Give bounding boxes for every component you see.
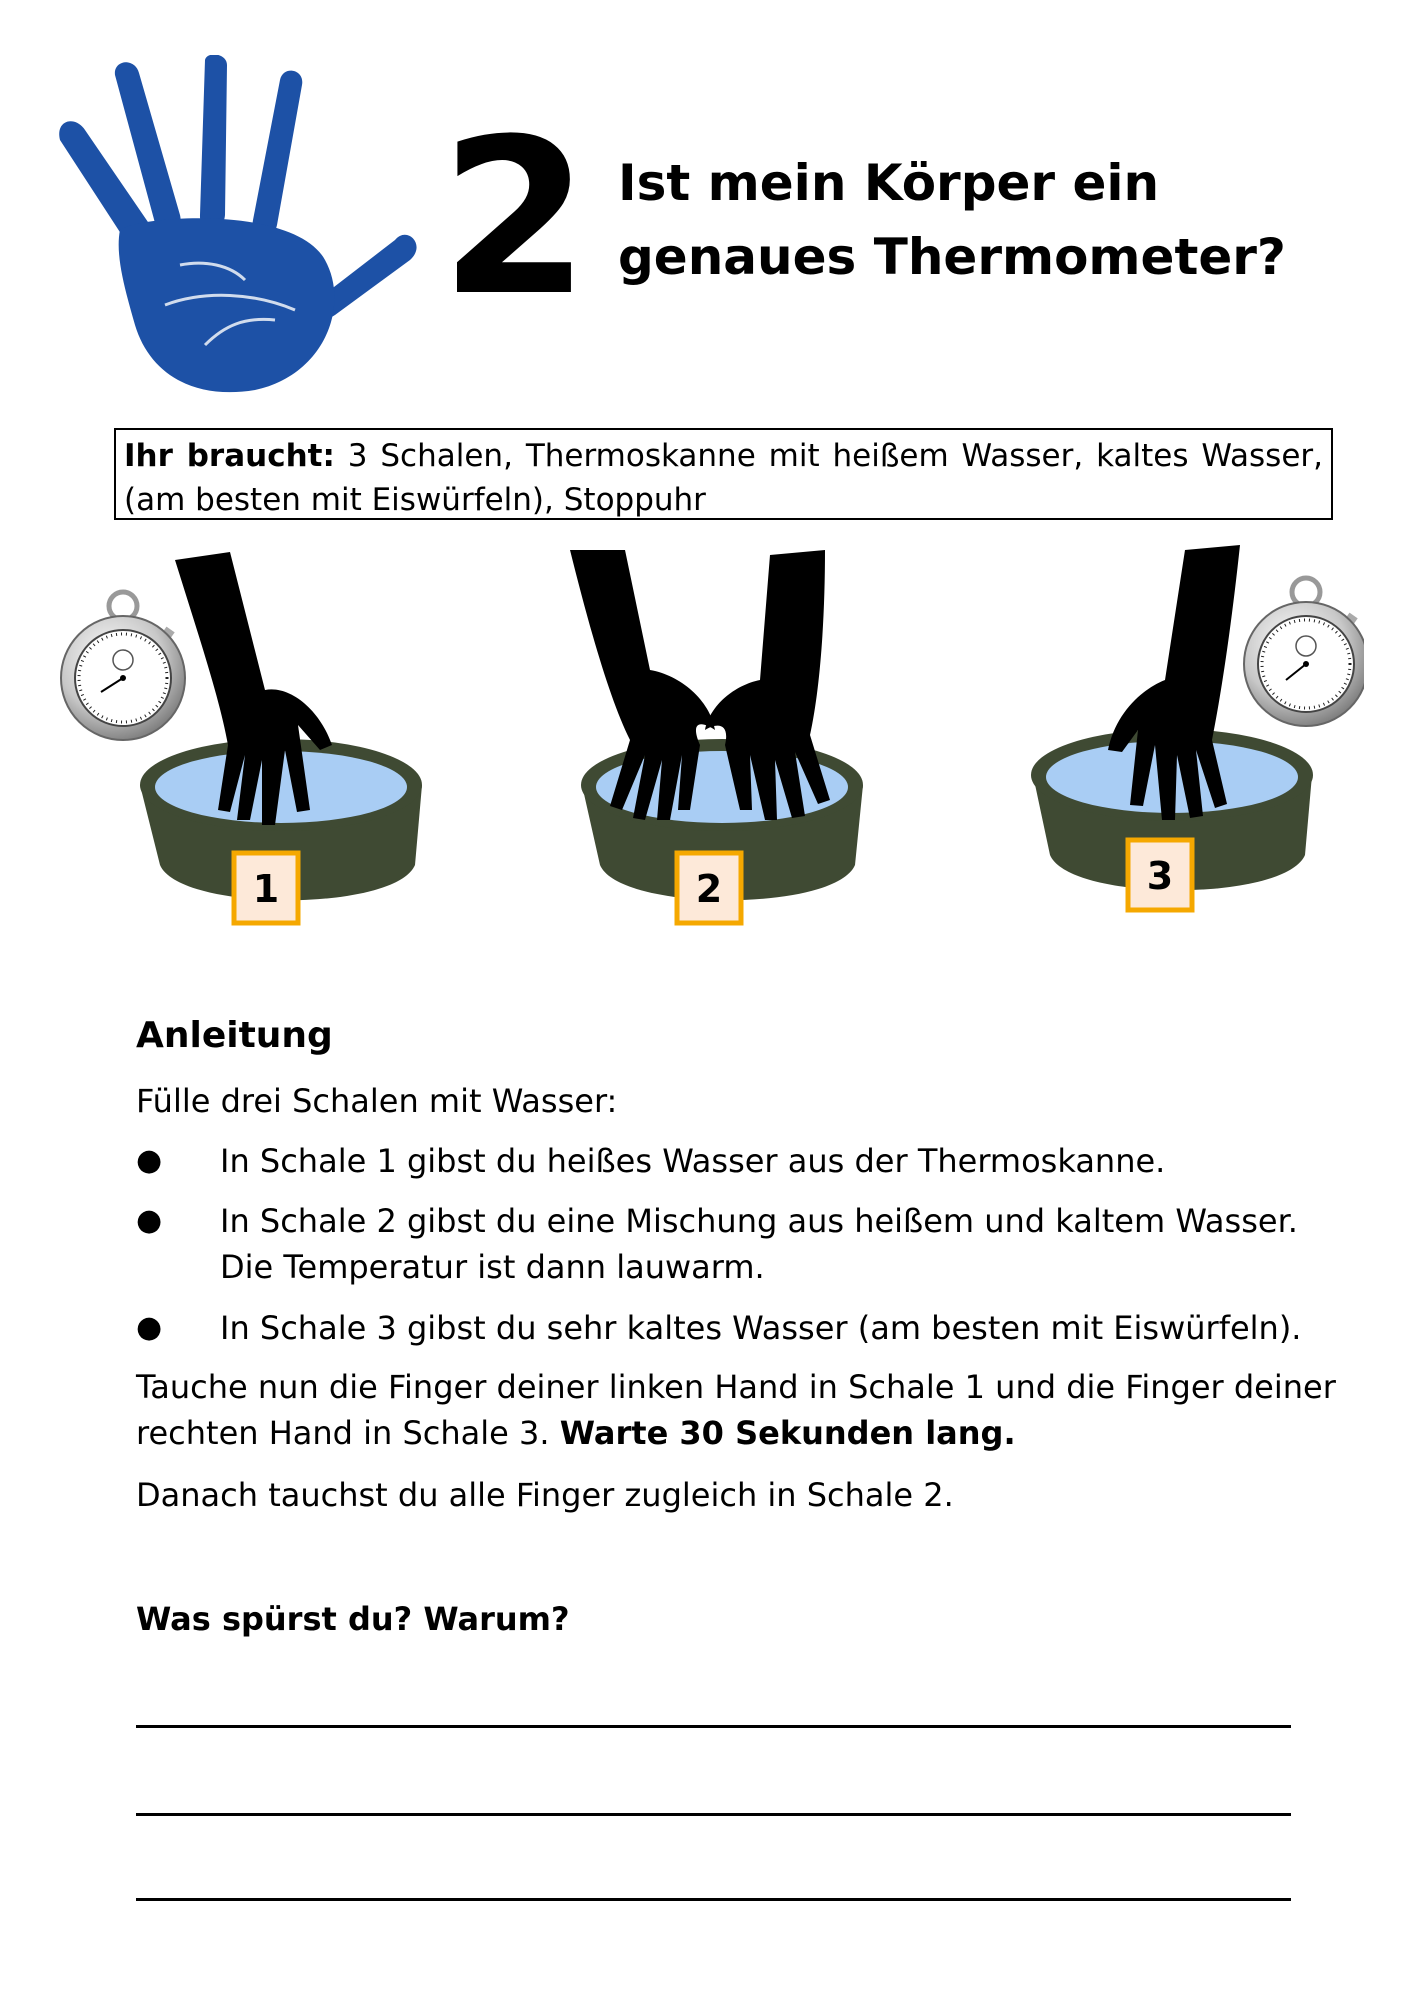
bullet-3-text: In Schale 3 gibst du sehr kaltes Wasser (am besten mit Eiswürfeln). [220,1309,1302,1347]
blue-hand-logo-icon [55,55,420,400]
answer-line-3[interactable] [136,1898,1291,1901]
instructions-heading: Anleitung [136,1015,333,1056]
exercise-number: 2 [440,92,586,343]
bowl-label-2-text: 2 [695,867,723,911]
experiment-illustration [50,540,1364,940]
stopwatch-right-icon [1244,578,1364,726]
bullet-1-text: In Schale 1 gibst du heißes Wasser aus der Thermoskanne. [220,1142,1166,1180]
materials-label: Ihr braucht: [124,438,335,474]
instructions-step-text: Tauche nun die Finger deiner linken Hand in Schale 1 und die Finger deiner rechten Hand in Schale 3. [136,1368,1336,1452]
bullet-2-marker: ● [136,1203,163,1238]
instructions-step-bold: Warte 30 Sekunden lang. [559,1414,1016,1452]
answer-line-1[interactable] [136,1725,1291,1728]
bowl-label-2 [677,853,741,923]
materials-box [114,428,1333,520]
stopwatch-left-icon [61,592,185,740]
answer-line-2[interactable] [136,1813,1291,1816]
bowl-label-3 [1128,840,1192,910]
bowl-label-1-text: 1 [252,867,280,911]
bowl-label-1 [234,853,298,923]
page-title: Ist mein Körper ein genaues Thermometer? [618,154,1286,286]
bullet-1-marker: ● [136,1143,163,1178]
instructions-intro: Fülle drei Schalen mit Wasser: [136,1082,618,1120]
bowl-2 [570,550,863,900]
instructions-final: Danach tauchst du alle Finger zugleich in Schale 2. [136,1476,954,1514]
question-prompt: Was spürst du? Warum? [136,1600,570,1638]
bullet-2-text: In Schale 2 gibst du eine Mischung aus heißem und kaltem Wasser. Die Temperatur ist dann lauwarm. [220,1202,1298,1286]
bullet-3-marker: ● [136,1310,163,1345]
materials-text: 3 Schalen, Thermoskanne mit heißem Wasser, kaltes Wasser, (am besten mit Eiswürfeln), Stoppuhr [124,438,1324,518]
instructions-step [136,1364,1336,1456]
bowl-label-3-text: 3 [1146,854,1174,898]
bowl-1 [140,552,422,900]
